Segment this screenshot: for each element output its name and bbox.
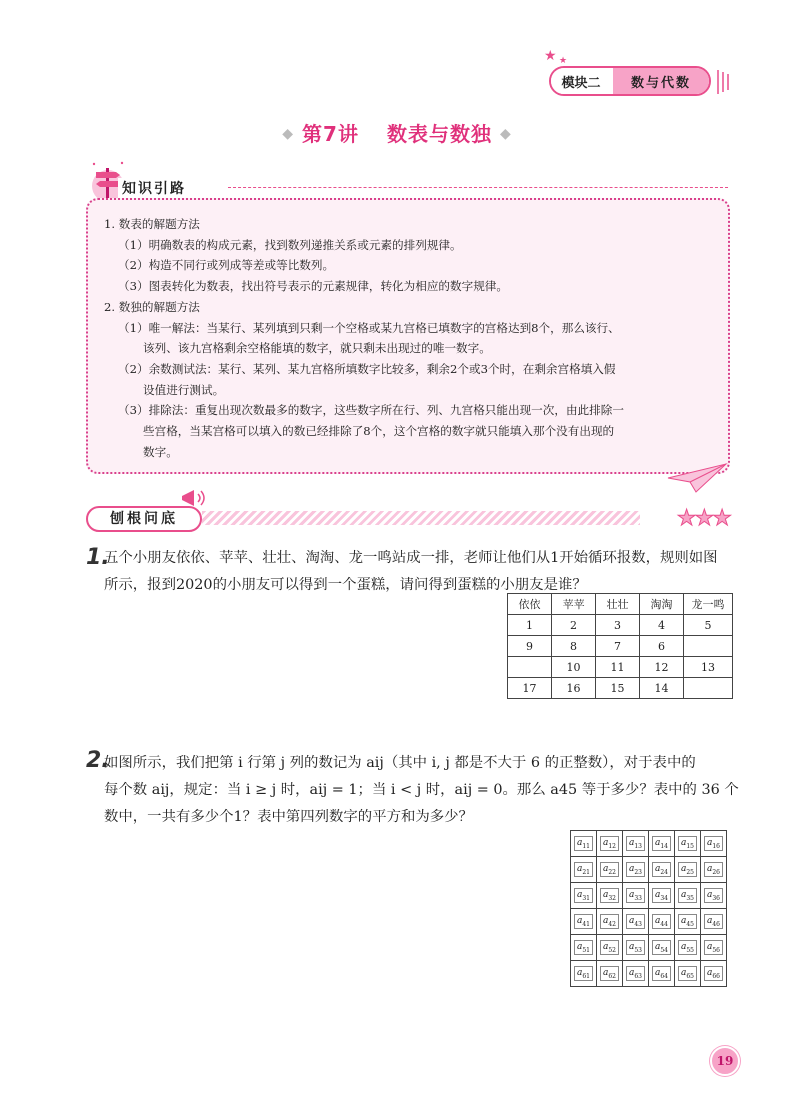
difficulty-stars xyxy=(677,506,730,531)
table-row xyxy=(508,657,733,678)
grid-cell: $a_{13}$ xyxy=(623,831,649,857)
table-cell: 14 xyxy=(640,678,684,699)
grid-row xyxy=(571,935,727,961)
guide-divider xyxy=(228,187,728,188)
star-icon: ★ xyxy=(544,48,557,64)
grid-cell: $a_{15}$ xyxy=(675,831,701,857)
guide-line-text: （1）唯一解法：当某行、某列填到只剩一个空格或某九宫格已填数字的宫格达到8个，那么该行、 xyxy=(118,320,620,335)
lesson-number: 第7讲 xyxy=(302,122,359,146)
guide-line-text: （1）明确数表的构成元素，找到数列递推关系或元素的排列规律。 xyxy=(118,237,462,252)
grid-cell: $a_{61}$ xyxy=(571,961,597,987)
grid-cell: $a_{46}$ xyxy=(701,909,727,935)
grid-cell: $a_{54}$ xyxy=(649,935,675,961)
guide-line-text: （2）余数测试法：某行、某列、某九宫格所填数字比较多，剩余2个或3个时，在剩余宫格填入假 xyxy=(118,361,616,376)
table-cell: 4 xyxy=(640,615,684,636)
page-number: 19 xyxy=(710,1046,740,1076)
table-cell: 16 xyxy=(552,678,596,699)
star-icon: ★ xyxy=(712,506,730,531)
grid-cell: $a_{52}$ xyxy=(597,935,623,961)
grid-cell: $a_{16}$ xyxy=(701,831,727,857)
table-cell: 11 xyxy=(596,657,640,678)
grid-cell: $a_{22}$ xyxy=(597,857,623,883)
star-small-icon: ★ xyxy=(559,56,568,66)
guide-line-text: （2）构造不同行或列成等差或等比数列。 xyxy=(118,258,335,273)
guide-line-text: （3）排除法：重复出现次数最多的数字，这些数字所在行、列、九宫格只能出现一次，由此排除一 xyxy=(118,403,624,418)
grid-cell: $a_{63}$ xyxy=(623,961,649,987)
grid-row xyxy=(571,883,727,909)
table-row xyxy=(508,678,733,699)
grid-cell: $a_{36}$ xyxy=(701,883,727,909)
guide-line-text: 数字。 xyxy=(143,444,178,459)
guide-line-text: 设值进行测试。 xyxy=(143,382,225,397)
table-cell: 5 xyxy=(684,615,733,636)
table-row xyxy=(508,615,733,636)
tab-stripes-decoration xyxy=(715,68,731,96)
guide-header xyxy=(88,160,734,200)
questions-banner xyxy=(86,498,732,536)
guide-label: 知识引路 xyxy=(118,178,190,198)
grid-cell: $a_{44}$ xyxy=(649,909,675,935)
table-cell: 15 xyxy=(596,678,640,699)
table-header: 苹苹 xyxy=(552,594,596,615)
table-header: 壮壮 xyxy=(596,594,640,615)
table-cell xyxy=(508,657,552,678)
grid-cell: $a_{43}$ xyxy=(623,909,649,935)
diamond-icon: ◆ xyxy=(282,126,295,142)
grid-cell: $a_{25}$ xyxy=(675,857,701,883)
grid-cell: $a_{35}$ xyxy=(675,883,701,909)
module-label: 模块二 xyxy=(551,68,611,94)
table-header: 淘淘 xyxy=(640,594,684,615)
table-cell: 1 xyxy=(508,615,552,636)
grid-row xyxy=(571,831,727,857)
guide-line-text: 些宫格，当某宫格可以填入的数已经排除了8个，这个宫格的数字就只能填入那个没有出现的 xyxy=(143,424,615,439)
table-cell: 3 xyxy=(596,615,640,636)
table-cell: 12 xyxy=(640,657,684,678)
module-tab xyxy=(544,48,729,98)
guide-line-text: 2. 数独的解题方法 xyxy=(104,299,200,314)
table-header: 龙一鸣 xyxy=(684,594,733,615)
grid-row xyxy=(571,961,727,987)
lesson-title xyxy=(0,118,794,147)
star-icon: ★ xyxy=(676,506,695,531)
grid-cell: $a_{45}$ xyxy=(675,909,701,935)
report-table xyxy=(507,593,733,699)
problem-1-text: 五个小朋友依依、苹苹、壮壮、淘淘、龙一鸣站成一排，老师让他们从1开始循环报数，规则如图所示，报到2020的小朋友可以得到一个蛋糕，请问得到蛋糕的小朋友是谁？ xyxy=(104,550,718,593)
problem-2-line-3: 数中，一共有多少个1？表中第四列数字的平方和为多少？ xyxy=(104,809,473,825)
table-cell: 10 xyxy=(552,657,596,678)
grid-cell: $a_{23}$ xyxy=(623,857,649,883)
aij-grid xyxy=(570,830,727,987)
diamond-icon: ◆ xyxy=(499,126,512,142)
banner-stripe xyxy=(202,511,640,525)
table-header: 依依 xyxy=(508,594,552,615)
paper-plane-icon xyxy=(666,462,728,494)
grid-row xyxy=(571,857,727,883)
grid-cell: $a_{42}$ xyxy=(597,909,623,935)
grid-cell: $a_{62}$ xyxy=(597,961,623,987)
module-pill xyxy=(549,66,711,96)
grid-cell: $a_{41}$ xyxy=(571,909,597,935)
table-cell: 7 xyxy=(596,636,640,657)
table-cell: 13 xyxy=(684,657,733,678)
grid-cell: $a_{21}$ xyxy=(571,857,597,883)
grid-cell: $a_{55}$ xyxy=(675,935,701,961)
guide-text xyxy=(104,214,714,462)
table-cell: 6 xyxy=(640,636,684,657)
table-cell: 2 xyxy=(552,615,596,636)
grid-cell: $a_{33}$ xyxy=(623,883,649,909)
table-cell xyxy=(684,636,733,657)
questions-label: 刨根问底 xyxy=(86,506,202,532)
grid-cell: $a_{66}$ xyxy=(701,961,727,987)
problem-1-number: 1. xyxy=(86,545,110,570)
table-cell: 17 xyxy=(508,678,552,699)
grid-cell: $a_{64}$ xyxy=(649,961,675,987)
table-header-row xyxy=(508,594,733,615)
grid-cell: $a_{32}$ xyxy=(597,883,623,909)
lesson-name: 数表与数独 xyxy=(386,122,492,146)
megaphone-icon xyxy=(178,486,208,510)
grid-cell: $a_{53}$ xyxy=(623,935,649,961)
table-cell: 8 xyxy=(552,636,596,657)
guide-line-text: 该列、该九宫格剩余空格能填的数字，就只剩未出现过的唯一数字。 xyxy=(143,341,491,356)
grid-cell: $a_{34}$ xyxy=(649,883,675,909)
grid-cell: $a_{65}$ xyxy=(675,961,701,987)
grid-cell: $a_{12}$ xyxy=(597,831,623,857)
table-cell: 9 xyxy=(508,636,552,657)
grid-cell: $a_{56}$ xyxy=(701,935,727,961)
star-icon: ★ xyxy=(694,506,713,531)
grid-cell: $a_{11}$ xyxy=(571,831,597,857)
module-topic: 数与代数 xyxy=(613,68,709,94)
table-row xyxy=(508,636,733,657)
grid-row xyxy=(571,909,727,935)
table-cell xyxy=(684,678,733,699)
grid-cell: $a_{26}$ xyxy=(701,857,727,883)
grid-cell: $a_{31}$ xyxy=(571,883,597,909)
problem-2-number: 2. xyxy=(86,748,110,773)
grid-cell: $a_{24}$ xyxy=(649,857,675,883)
grid-cell: $a_{51}$ xyxy=(571,935,597,961)
guide-line-text: 1. 数表的解题方法 xyxy=(104,217,200,231)
guide-line-text: （3）图表转化为数表，找出符号表示的元素规律，转化为相应的数字规律。 xyxy=(118,279,508,294)
grid-cell: $a_{14}$ xyxy=(649,831,675,857)
problem-2-line-2: 每个数 aij，规定：当 i ≥ j 时，aij = 1；当 i < j 时，aij = 0。那么 a45 等于多少？表中的 36 个 xyxy=(104,782,739,798)
problem-2-line-1: 如图所示，我们把第 i 行第 j 列的数记为 aij（其中 i, j 都是不大于 6 的正整数），对于表中的 xyxy=(104,755,696,771)
